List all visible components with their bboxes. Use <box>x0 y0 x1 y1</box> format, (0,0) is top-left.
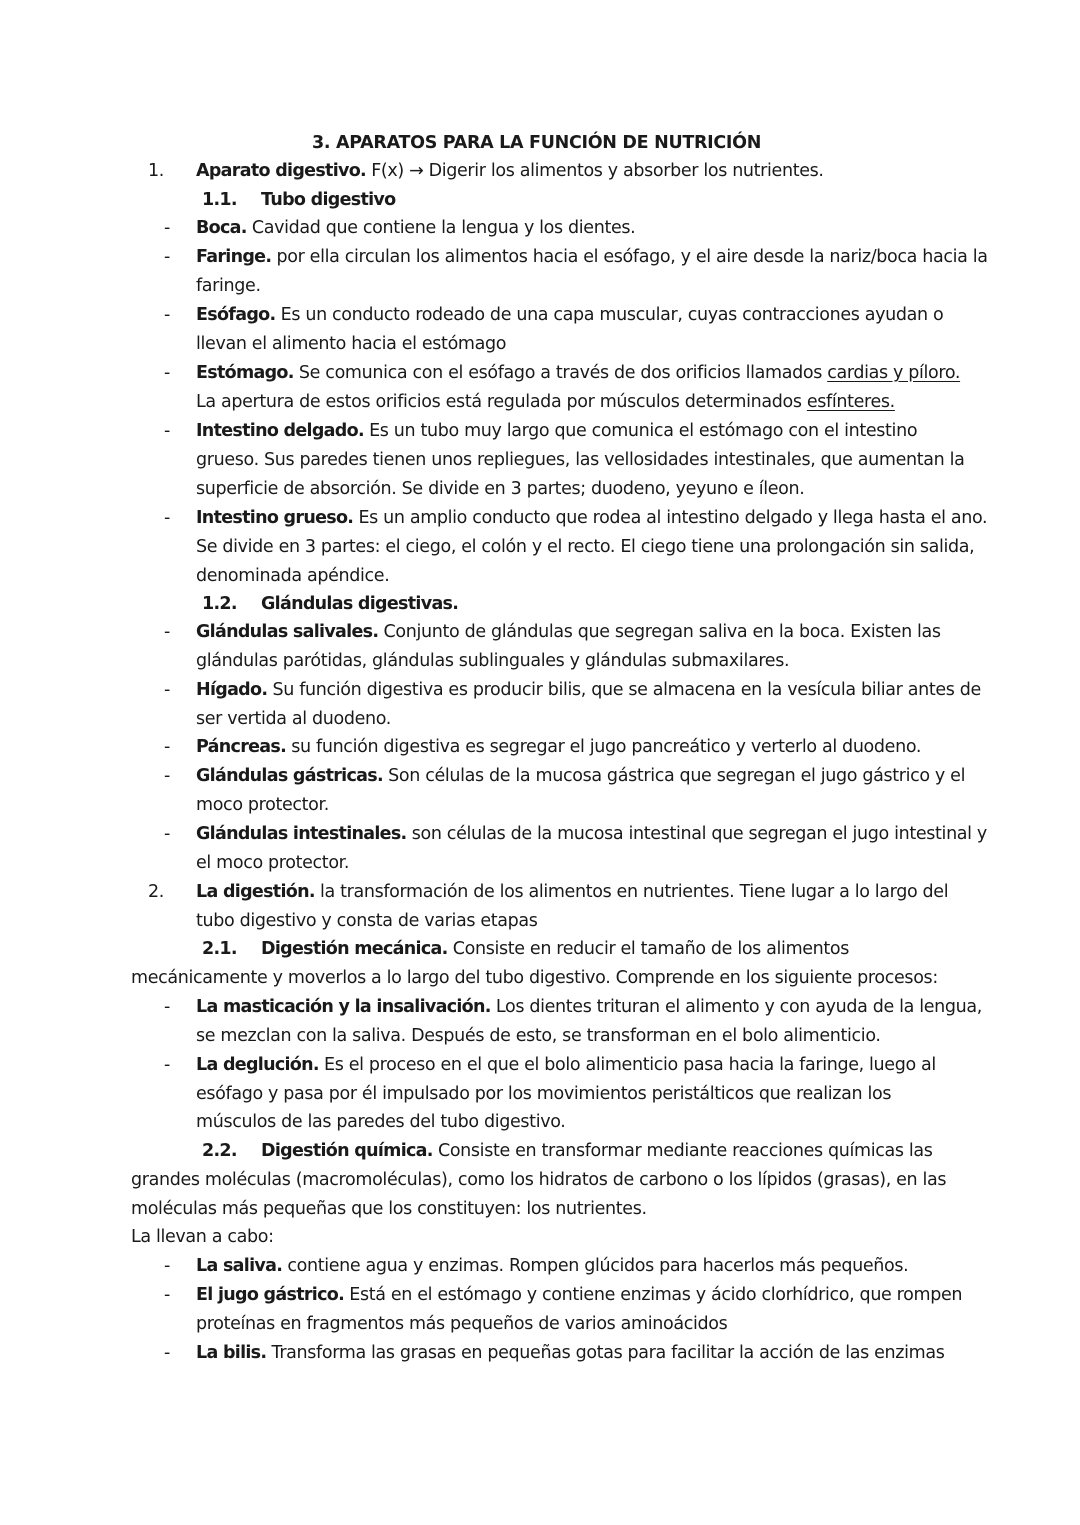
list-dash: - <box>164 622 170 642</box>
term: Glándulas gástricas. <box>196 766 383 786</box>
term: Faringe. <box>196 247 272 267</box>
subsection-title: Digestión mecánica. <box>261 939 448 959</box>
list-dash: - <box>164 824 170 844</box>
list-item: Intestino grueso. Es un amplio conducto que rodea al intestino delgado y llega hasta el ano. <box>196 508 988 528</box>
list-dash: - <box>164 997 170 1017</box>
subsection-title: Digestión química. <box>261 1141 433 1161</box>
list-dash: - <box>164 1055 170 1075</box>
underlined-term: esfínteres. <box>806 392 895 412</box>
term: Páncreas. <box>196 737 287 757</box>
subsection-number: 1.2. <box>202 594 237 614</box>
paragraph-continuation: moléculas más pequeñas que los constituyen: los nutrientes. <box>131 1199 647 1219</box>
page-title: 3. APARATOS PARA LA FUNCIÓN DE NUTRICIÓN <box>312 133 762 153</box>
list-item: Glándulas intestinales. son células de la mucosa intestinal que segregan el jugo intestinal y <box>196 824 987 844</box>
list-item-continuation: se mezclan con la saliva. Después de esto, se transforman en el bolo alimenticio. <box>196 1026 881 1046</box>
subsection-number: 1.1. <box>202 190 237 210</box>
list-item-continuation: proteínas en fragmentos más pequeños de varios aminoácidos <box>196 1314 728 1334</box>
list-item: Intestino delgado. Es un tubo muy largo que comunica el estómago con el intestino <box>196 421 918 441</box>
list-dash: - <box>164 363 170 383</box>
term: Glándulas salivales. <box>196 622 379 642</box>
list-item: La bilis. Transforma las grasas en pequeñas gotas para facilitar la acción de las enzimas <box>196 1343 945 1363</box>
list-item: Páncreas. su función digestiva es segregar el jugo pancreático y verterlo al duodeno. <box>196 737 922 757</box>
list-dash: - <box>164 305 170 325</box>
list-dash: - <box>164 766 170 786</box>
paragraph-continuation: grandes moléculas (macromoléculas), como los hidratos de carbono o los lípidos (grasas), en las <box>131 1170 947 1190</box>
list-item-continuation: superficie de absorción. Se divide en 3 partes; duodeno, yeyuno e íleon. <box>196 479 805 499</box>
list-dash: - <box>164 1256 170 1276</box>
list-item: El jugo gástrico. Está en el estómago y contiene enzimas y ácido clorhídrico, que rompen <box>196 1285 963 1305</box>
subsection-number: 2.1. <box>202 939 237 959</box>
list-item: Glándulas gástricas. Son células de la mucosa gástrica que segregan el jugo gástrico y el <box>196 766 966 786</box>
term: Estómago. <box>196 363 294 383</box>
term: Intestino delgado. <box>196 421 364 441</box>
term: Hígado. <box>196 680 268 700</box>
list-item: Estómago. Se comunica con el esófago a través de dos orificios llamados cardias y píloro. <box>196 363 961 383</box>
term: La deglución. <box>196 1055 319 1075</box>
term: La saliva. <box>196 1256 283 1276</box>
list-dash: - <box>164 680 170 700</box>
list-item-continuation: grueso. Sus paredes tienen unos repliegues, las vellosidades intestinales, que aumentan la <box>196 450 965 470</box>
list-item: Hígado. Su función digestiva es producir bilis, que se almacena en la vesícula biliar antes de <box>196 680 981 700</box>
list-item-continuation: ser vertida al duodeno. <box>196 709 392 729</box>
subsection-number: 2.2. <box>202 1141 237 1161</box>
list-dash: - <box>164 508 170 528</box>
subsection-line: Digestión química. Consiste en transformar mediante reacciones químicas las <box>261 1141 933 1161</box>
section-number: 2. <box>148 882 164 902</box>
list-item: La deglución. Es el proceso en el que el bolo alimenticio pasa hacia la faringe, luego al <box>196 1055 936 1075</box>
list-item: Faringe. por ella circulan los alimentos hacia el esófago, y el aire desde la nariz/boca hacia la <box>196 247 988 267</box>
section-heading: Aparato digestivo. <box>196 161 366 181</box>
list-dash: - <box>164 737 170 757</box>
list-dash: - <box>164 421 170 441</box>
term: La bilis. <box>196 1343 267 1363</box>
list-item-continuation: La apertura de estos orificios está regulada por músculos determinados esfínteres. <box>196 392 895 412</box>
term: La masticación y la insalivación. <box>196 997 491 1017</box>
list-item: Esófago. Es un conducto rodeado de una capa muscular, cuyas contracciones ayudan o <box>196 305 944 325</box>
section-heading-line: La digestión. la transformación de los alimentos en nutrientes. Tiene lugar a lo largo del <box>196 882 949 902</box>
paragraph-line: La llevan a cabo: <box>131 1227 274 1247</box>
term: Intestino grueso. <box>196 508 354 528</box>
term: El jugo gástrico. <box>196 1285 345 1305</box>
list-dash: - <box>164 1343 170 1363</box>
list-dash: - <box>164 218 170 238</box>
underlined-term: cardias y píloro. <box>827 363 961 383</box>
term: Glándulas intestinales. <box>196 824 407 844</box>
list-item-continuation: faringe. <box>196 276 261 296</box>
list-item: Boca. Cavidad que contiene la lengua y los dientes. <box>196 218 636 238</box>
list-item: La masticación y la insalivación. Los dientes trituran el alimento y con ayuda de la lengua, <box>196 997 982 1017</box>
list-dash: - <box>164 1285 170 1305</box>
section-number: 1. <box>148 161 164 181</box>
list-item-continuation: denominada apéndice. <box>196 566 390 586</box>
section-heading-line <box>196 159 824 183</box>
list-item-continuation: Se divide en 3 partes: el ciego, el colón y el recto. El ciego tiene una prolongación sin salida, <box>196 537 975 557</box>
list-item-continuation: glándulas parótidas, glándulas sublinguales y glándulas submaxilares. <box>196 651 790 671</box>
term: Esófago. <box>196 305 276 325</box>
section-continuation: tubo digestivo y consta de varias etapas <box>196 911 538 931</box>
section-heading: La digestión. <box>196 882 315 902</box>
section-text: F(x) → Digerir los alimentos y absorber los nutrientes. <box>365 161 824 181</box>
subsection-title: Tubo digestivo <box>261 190 396 210</box>
list-item-continuation: llevan el alimento hacia el estómago <box>196 334 507 354</box>
list-dash: - <box>164 247 170 267</box>
subsection-title: Glándulas digestivas. <box>261 594 459 614</box>
subsection-line: Digestión mecánica. Consiste en reducir el tamaño de los alimentos <box>261 939 850 959</box>
list-item: Glándulas salivales. Conjunto de glándulas que segregan saliva en la boca. Existen las <box>196 622 941 642</box>
list-item: La saliva. contiene agua y enzimas. Rompen glúcidos para hacerlos más pequeños. <box>196 1256 909 1276</box>
paragraph-continuation: mecánicamente y moverlos a lo largo del tubo digestivo. Comprende en los siguiente procesos: <box>131 968 938 988</box>
list-item-continuation: moco protector. <box>196 795 329 815</box>
list-item-continuation: esófago y pasa por él impulsado por los movimientos peristálticos que realizan los <box>196 1084 892 1104</box>
list-item-continuation: músculos de las paredes del tubo digestivo. <box>196 1112 566 1132</box>
term: Boca. <box>196 218 247 238</box>
list-item-continuation: el moco protector. <box>196 853 350 873</box>
